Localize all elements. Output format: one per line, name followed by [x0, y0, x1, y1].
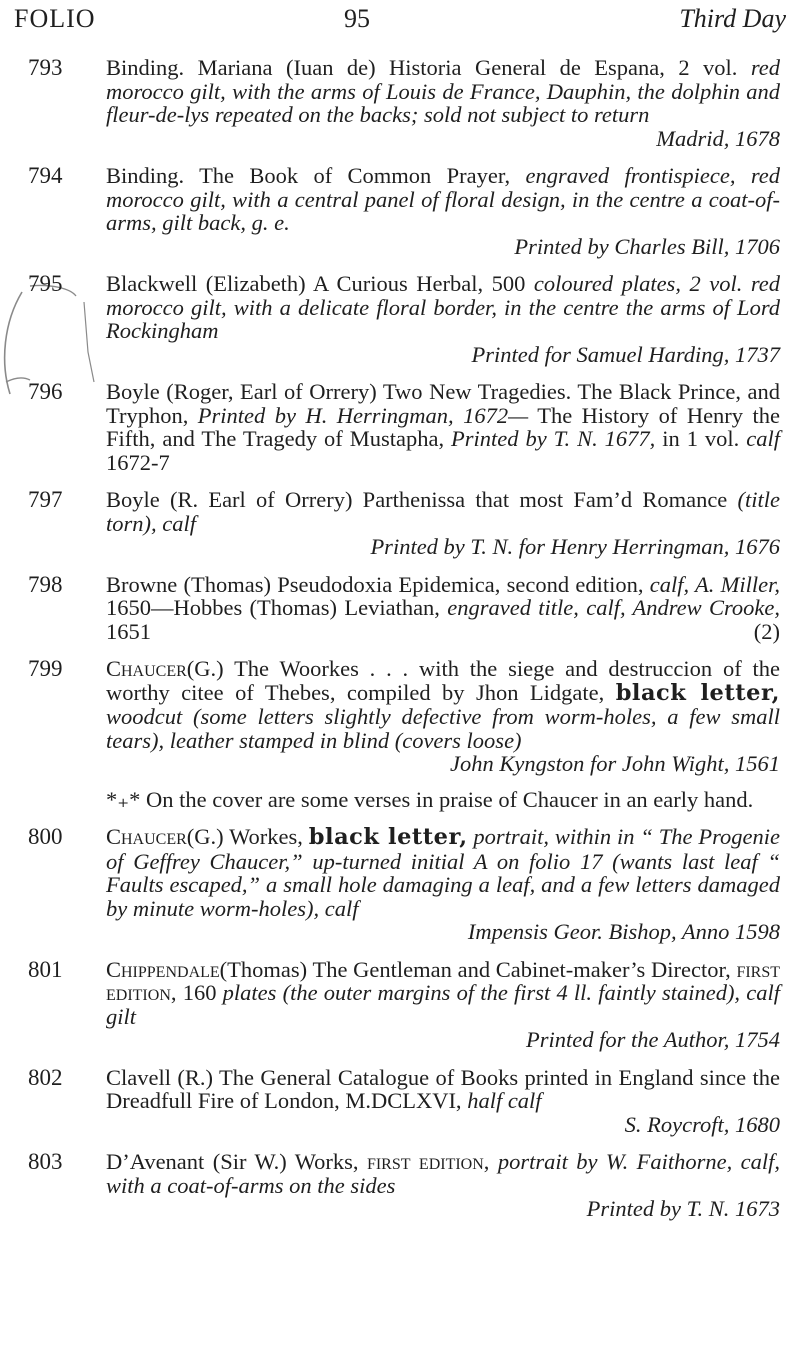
lot-author: Chaucer [106, 656, 187, 681]
lot-volume: in 1 vol. [662, 426, 740, 451]
lot-description: Printed by T. N. 1677, [451, 426, 656, 451]
lot-description: Printed by H. Herringman, 1672— [197, 402, 529, 428]
lot-date: 1672-7 [106, 449, 170, 475]
lot-typeface: black letter, [308, 824, 468, 850]
lot-description: portrait, within in “ The Progenie of Geffrey Chaucer,” up-turned initial A on folio 17 (wants last leaf “ Faults escaped,” a small hole damaging a leaf, and a few letters damaged by minute worm-holes), calf [106, 824, 781, 921]
lot-description: (title torn), calf [106, 487, 781, 536]
lot-author: Chippendale [106, 956, 220, 982]
lot-number: 797 [28, 487, 63, 512]
lot-number: 799 [28, 656, 63, 681]
page-header [14, 4, 786, 44]
list-item [28, 272, 780, 366]
lot-imprint: Printed by T. N. 1673 [586, 1196, 780, 1221]
lot-binding: calf [746, 426, 780, 451]
page-number: 95 [344, 4, 370, 33]
lot-typeface: black letter, [615, 679, 781, 706]
list-item [28, 380, 780, 474]
list-item [28, 56, 780, 150]
lot-imprint: Printed for Samuel Harding, 1737 [471, 341, 780, 367]
lot-number: 800 [28, 824, 63, 849]
list-item [28, 164, 780, 258]
lot-title: D’Avenant (Sir W.) Works, [106, 1149, 359, 1174]
lot-plate-count: 160 [182, 980, 217, 1005]
lot-title: Browne (Thomas) Pseudodoxia Epidemica, second edition, [106, 571, 644, 597]
lot-author: Chaucer [106, 824, 187, 849]
lot-imprint: S. Roycroft, 1680 [624, 1111, 780, 1137]
lot-note: *₊* On the cover are some verses in praise of Chaucer in an early hand. [106, 786, 754, 812]
folio-label: FOLIO [14, 4, 96, 33]
list-item [28, 488, 780, 559]
lot-title: Boyle (Roger, Earl of Orrery) Two New Tragedies. The Black Prince, and Tryphon, [106, 379, 780, 428]
lot-number: 802 [28, 1064, 63, 1090]
lot-title: Binding. The Book of Common Prayer, [106, 163, 511, 188]
lot-title: Boyle (R. Earl of Orrery) Parthenissa that most Fam’d Romance [106, 487, 728, 512]
lot-description: coloured plates, 2 vol. red morocco gilt, with a delicate floral border, in the centre the arms of Lord Rockingham [106, 271, 781, 343]
lot-author-initial: (G.) [186, 824, 224, 849]
lot-imprint: Printed for the Author, 1754 [526, 1027, 780, 1052]
lot-imprint: Madrid, 1678 [656, 125, 780, 151]
lot-title: Clavell (R.) The General Catalogue of Books printed in England since the Dreadfull Fire of London, M.DCLXVI, [106, 1064, 780, 1113]
lot-number: 794 [28, 163, 63, 188]
lot-description: half calf [467, 1088, 542, 1113]
lot-title: Blackwell (Elizabeth) A Curious Herbal, 500 [106, 271, 526, 296]
list-item [28, 825, 780, 944]
lot-author-initial: (G.) [186, 656, 224, 681]
list-item [28, 958, 780, 1052]
lot-title: The Woorkes . . . with the siege and destruccion of the worthy citee of Thebes, compiled by Jhon Lidgate, [106, 656, 780, 705]
lot-title-continued: 1650—Hobbes (Thomas) Leviathan, [106, 595, 440, 620]
lot-description: plates (the outer margins of the first 4 ll. faintly stained), calf gilt [106, 980, 780, 1029]
lot-description: engraved title, calf, Andrew Crooke, [447, 595, 781, 620]
lot-description: portrait by W. Faithorne, calf, with a coat-of-arms on the sides [106, 1149, 780, 1198]
list-item [28, 1066, 780, 1137]
lot-number: 795 [28, 271, 63, 296]
lot-title: The Gentleman and Cabinet-maker’s Director, [312, 956, 731, 982]
day-label: Third Day [679, 4, 786, 33]
lot-title: Workes, [229, 824, 303, 849]
lot-imprint: Impensis Geor. Bishop, Anno 1598 [467, 919, 780, 944]
lot-edition: first edition, [366, 1149, 490, 1174]
lot-title: Binding. Mariana (Iuan de) Historia General de Espana, 2 vol. [106, 55, 738, 80]
lot-imprint: Printed by T. N. for Henry Herringman, 1676 [370, 534, 780, 559]
lot-number: 801 [28, 956, 63, 982]
lot-number: 798 [28, 571, 63, 597]
lot-number: 803 [28, 1149, 63, 1174]
lot-number: 793 [28, 55, 63, 80]
lot-description: red morocco gilt, with the arms of Louis de France, Dauphin, the dolphin and fleur-de-lys repeated on the backs; sold not subject to return [106, 55, 780, 127]
list-item [28, 1150, 780, 1221]
lot-number: 796 [28, 379, 63, 404]
lot-date: 1651 [106, 618, 151, 644]
lot-description: engraved frontispiece, red morocco gilt, with a central panel of floral design, in the centre a coat-of-arms, gilt back, g. e. [106, 163, 781, 235]
lot-description: woodcut (some letters slightly defective from worm-holes, a few small tears), leather stamped in blind (covers loose) [106, 704, 780, 753]
entry-list [28, 56, 780, 1235]
list-item [28, 573, 780, 644]
lot-imprint: John Kyngston for John Wight, 1561 [450, 751, 780, 776]
lot-edition: first edition, [106, 956, 781, 1005]
lot-imprint: Printed by Charles Bill, 1706 [514, 233, 780, 259]
lot-author-initial: (Thomas) [219, 956, 308, 982]
lot-count: (2) [753, 618, 780, 644]
lot-title-continued: The History of Henry the Fifth, and The Tragedy of Mustapha, [106, 402, 780, 451]
lot-description: calf, A. Miller, [649, 571, 781, 597]
list-item [28, 657, 780, 811]
